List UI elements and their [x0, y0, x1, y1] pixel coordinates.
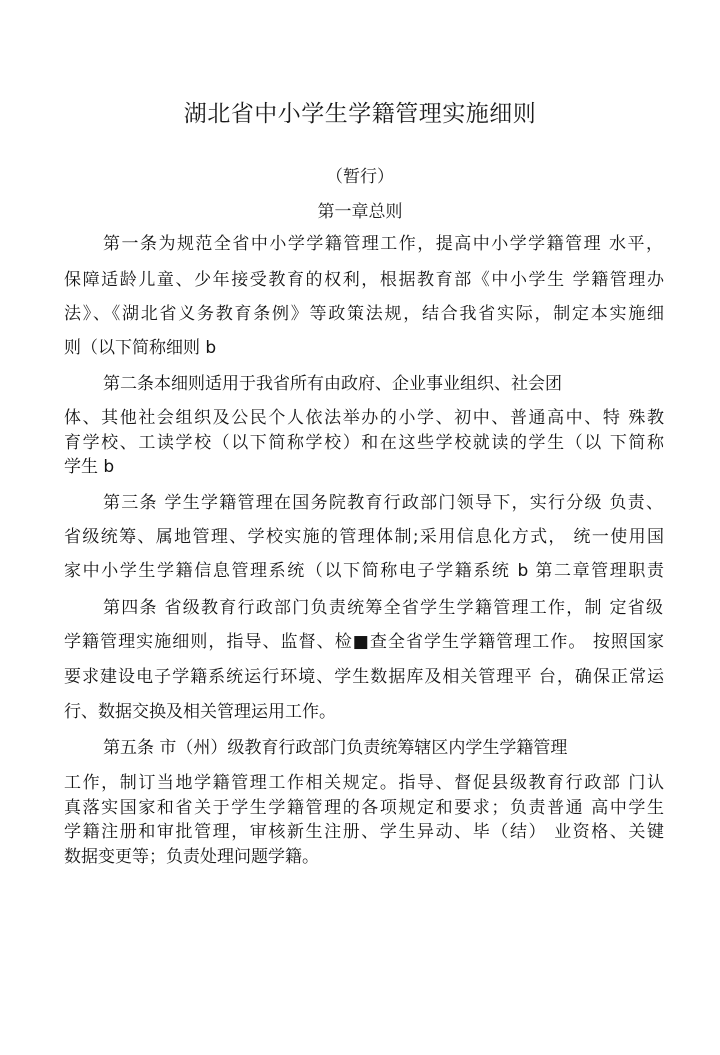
paragraph-line: 保障适龄儿童、少年接受教育的权利，根据教育部《中小学生 学籍管理办 [64, 270, 664, 290]
paragraph-line: 第一条为规范全省中小学学籍管理工作，提高中小学学籍管理 水平， [103, 234, 663, 254]
paragraph-line: 行、数据交换及相关管理运用工作。 [64, 702, 336, 722]
paragraph-line: 育学校、工读学校（以下简称学校）和在这些学校就读的学生（以 下简称 [64, 433, 664, 453]
paragraph-line: 工作，制订当地学籍管理工作相关规定。指导、督促县级教育行政部 门认 [64, 773, 664, 793]
paragraph-line: 学籍管理实施细则，指导、监督、检■查全省学生学籍管理工作。 按照国家 [64, 632, 664, 652]
paragraph-line: 法》、《湖北省义务教育条例》等政策法规，结合我省实际，制定本实施细 [64, 304, 664, 324]
document-subtitle: （暂行） [326, 167, 394, 187]
paragraph-line: 数据变更等；负责处理问题学籍。 [64, 847, 319, 867]
paragraph-line: 家中小学生学籍信息管理系统（以下简称电子学籍系统 b 第二章管理职责 [64, 561, 664, 581]
paragraph-line: 真落实国家和省关于学生学籍管理的各项规定和要求；负责普通 高中学生 [64, 798, 664, 818]
paragraph-line: 体、其他社会组织及公民个人依法举办的小学、初中、普通高中、特 殊教 [64, 408, 664, 428]
paragraph-line: 第二条本细则适用于我省所有由政府、企业事业组织、社会团 [103, 374, 562, 394]
paragraph-line: 学生 b [64, 457, 115, 477]
paragraph-line: 第四条 省级教育行政部门负责统筹全省学生学籍管理工作，制 定省级 [103, 598, 663, 618]
paragraph-line: 省级统筹、属地管理、学校实施的管理体制;采用信息化方式， 统一使用国 [64, 527, 664, 547]
paragraph-line: 则（以下简称细则 b [64, 338, 217, 358]
paragraph-line: 要求建设电子学籍系统运行环境、学生数据库及相关管理平 台，确保正常运 [64, 667, 664, 687]
paragraph-line: 第三条 学生学籍管理在国务院教育行政部门领导下，实行分级 负责、 [103, 493, 663, 513]
paragraph-line: 第五条 市（州）级教育行政部门负责统筹辖区内学生学籍管理 [103, 738, 568, 758]
chapter-heading: 第一章总则 [317, 202, 403, 222]
paragraph-line: 学籍注册和审批管理，审核新生注册、学生异动、毕（结） 业资格、关键 [64, 822, 664, 842]
document-title: 湖北省中小学生学籍管理实施细则 [183, 101, 537, 127]
